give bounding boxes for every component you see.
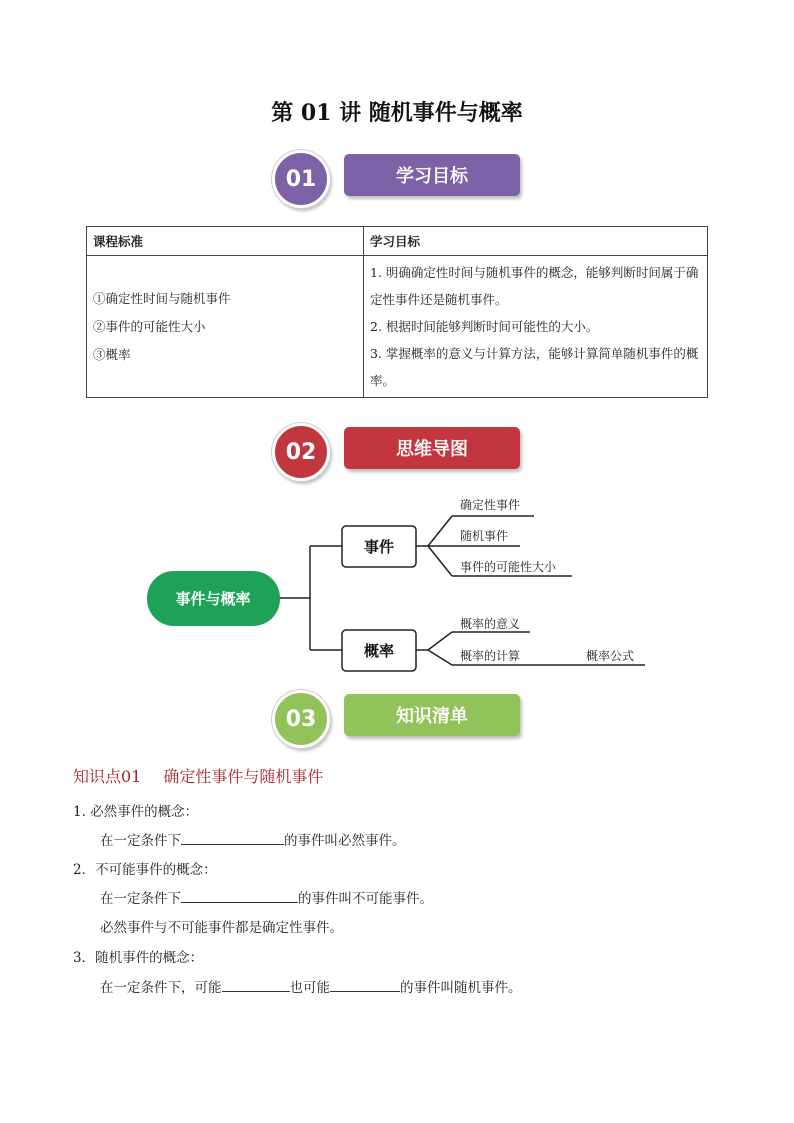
fill-in-sentence: 在一定条件下 的事件叫必然事件。 <box>100 829 406 849</box>
goals-table <box>86 226 708 398</box>
mindmap-leaf: 确定性事件 <box>460 498 521 512</box>
mindmap-leaf: 概率的计算 <box>460 649 521 663</box>
fill-in-sentence: 在一定条件下，可能 也可能 的事件叫随机事件。 <box>100 976 522 996</box>
answer-blank[interactable] <box>330 977 400 992</box>
section-title: 知识清单 <box>344 694 520 736</box>
connector-line <box>428 516 452 546</box>
mindmap-root-label: 事件与概率 <box>175 590 251 608</box>
objectives-cell <box>364 256 708 398</box>
connector-line <box>428 632 452 650</box>
objective-item: 1. 明确确定性时间与随机事件的概念，能够判断时间属于确定性事件还是随机事件。 <box>370 265 699 307</box>
objective-item: 3. 掌握概率的意义与计算方法，能够计算简单随机事件的概率。 <box>370 346 699 388</box>
section-header-goals <box>272 150 522 212</box>
header-standards: 课程标准 <box>87 227 364 256</box>
answer-blank[interactable] <box>181 830 284 845</box>
standard-item: ①确定性时间与随机事件 <box>93 290 231 306</box>
mindmap-subleaf: 概率公式 <box>586 649 635 663</box>
standards-cell <box>87 256 364 398</box>
standard-item: ③概率 <box>93 346 131 362</box>
note-text: 必然事件与不可能事件都是确定性事件。 <box>100 920 343 936</box>
header-objectives: 学习目标 <box>364 227 708 256</box>
table-row <box>87 256 708 398</box>
answer-blank[interactable] <box>222 977 290 992</box>
mind-map <box>0 485 794 680</box>
section-title: 思维导图 <box>344 427 520 469</box>
connector-line <box>428 546 452 576</box>
knowledge-point-text: 确定性事件与随机事件 <box>163 767 324 786</box>
mindmap-branch-label: 概率 <box>363 642 395 660</box>
knowledge-point-title <box>73 764 323 787</box>
page-title: 第 01 讲 随机事件与概率 <box>271 100 523 126</box>
mindmap-leaf: 随机事件 <box>460 529 509 543</box>
mindmap-leaf: 概率的意义 <box>460 617 521 631</box>
mindmap-branch-label: 事件 <box>363 538 395 556</box>
fill-in-sentence: 在一定条件下 的事件叫不可能事件。 <box>100 887 433 907</box>
section-number-badge: 01 <box>272 150 330 208</box>
objective-item: 2. 根据时间能够判断时间可能性的大小。 <box>370 319 599 334</box>
section-header-mindmap <box>272 423 522 485</box>
item-heading: 1. 必然事件的概念： <box>73 804 199 820</box>
section-header-knowledge <box>272 690 522 752</box>
connector-line <box>428 650 452 665</box>
item-heading: 3．随机事件的概念： <box>73 950 204 966</box>
standard-item: ②事件的可能性大小 <box>93 318 206 334</box>
item-heading: 2．不可能事件的概念： <box>73 862 217 878</box>
answer-blank[interactable] <box>181 888 298 903</box>
section-number-badge: 03 <box>272 690 330 748</box>
section-title: 学习目标 <box>344 154 520 196</box>
knowledge-point-number: 知识点01 <box>73 767 142 786</box>
mindmap-leaf: 事件的可能性大小 <box>460 560 557 574</box>
table-header-row <box>87 227 708 256</box>
section-number-badge: 02 <box>272 423 330 481</box>
